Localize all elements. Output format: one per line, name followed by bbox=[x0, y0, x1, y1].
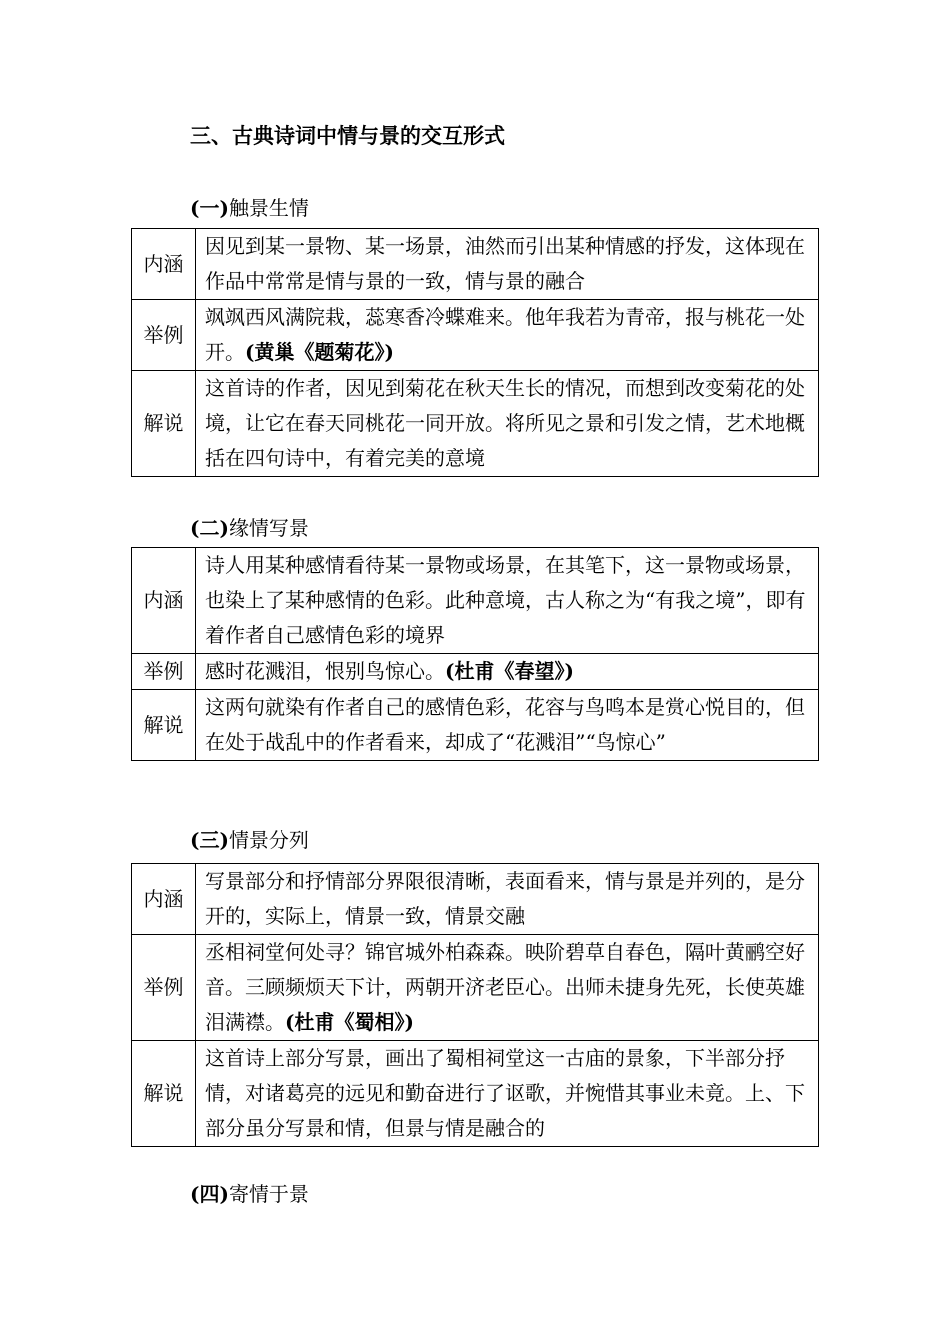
table-row bbox=[132, 229, 819, 300]
section-name: 情景分列 bbox=[228, 828, 309, 852]
table-row bbox=[132, 371, 819, 477]
row-label: 举例 bbox=[132, 300, 196, 371]
row-source: (黄巢《题菊花》) bbox=[245, 340, 394, 364]
row-content bbox=[196, 935, 819, 1041]
table-row bbox=[132, 548, 819, 654]
row-source: (杜甫《春望》) bbox=[445, 659, 574, 683]
section-heading-4 bbox=[190, 1180, 309, 1208]
table-row bbox=[132, 935, 819, 1041]
row-text: 丞相祠堂何处寻？锦官城外柏森森。映阶碧草自春色，隔叶黄鹂空好音。三顾频烦天下计，两朝开济老臣心。出师未捷身先死，长使英雄泪满襟。 bbox=[205, 940, 805, 1034]
section-heading-1 bbox=[190, 194, 309, 222]
row-label: 解说 bbox=[132, 1041, 196, 1147]
section-heading-2 bbox=[190, 514, 309, 542]
row-label: 举例 bbox=[132, 654, 196, 690]
row-label: 解说 bbox=[132, 371, 196, 477]
row-label: 解说 bbox=[132, 690, 196, 761]
table-row bbox=[132, 1041, 819, 1147]
row-text: 飒飒西风满院栽，蕊寒香冷蝶难来。他年我若为青帝，报与桃花一处开。 bbox=[205, 305, 805, 364]
table-row bbox=[132, 690, 819, 761]
row-content bbox=[196, 654, 819, 690]
row-label: 举例 bbox=[132, 935, 196, 1041]
section-name: 寄情于景 bbox=[228, 1182, 309, 1206]
table-row bbox=[132, 864, 819, 935]
row-content bbox=[196, 300, 819, 371]
section-number: (二) bbox=[190, 516, 229, 540]
section-table-1 bbox=[131, 228, 819, 477]
row-label: 内涵 bbox=[132, 864, 196, 935]
row-label: 内涵 bbox=[132, 548, 196, 654]
row-source: (杜甫《蜀相》) bbox=[285, 1010, 414, 1034]
section-table-2 bbox=[131, 547, 819, 761]
row-text: 因见到某一景物、某一场景，油然而引出某种情感的抒发，这体现在作品中常常是情与景的一致，情与景的融合 bbox=[196, 229, 819, 300]
page-title: 三、古典诗词中情与景的交互形式 bbox=[190, 124, 505, 148]
table-row bbox=[132, 654, 819, 690]
section-heading-3 bbox=[190, 826, 309, 854]
row-label: 内涵 bbox=[132, 229, 196, 300]
row-text: 这两句就染有作者自己的感情色彩，花容与鸟鸣本是赏心悦目的，但在处于战乱中的作者看来，却成了“花溅泪”“鸟惊心” bbox=[196, 690, 819, 761]
row-text: 诗人用某种感情看待某一景物或场景，在其笔下，这一景物或场景，也染上了某种感情的色彩。此种意境，古人称之为“有我之境”，即有着作者自己感情色彩的境界 bbox=[196, 548, 819, 654]
row-text: 感时花溅泪，恨别鸟惊心。 bbox=[205, 659, 445, 683]
row-text: 写景部分和抒情部分界限很清晰，表面看来，情与景是并列的，是分开的，实际上，情景一致，情景交融 bbox=[196, 864, 819, 935]
section-name: 缘情写景 bbox=[228, 516, 309, 540]
row-text: 这首诗上部分写景，画出了蜀相祠堂这一古庙的景象，下半部分抒情，对诸葛亮的远见和勤奋进行了讴歌，并惋惜其事业未竟。上、下部分虽分写景和情，但景与情是融合的 bbox=[196, 1041, 819, 1147]
section-table-3 bbox=[131, 863, 819, 1147]
section-number: (三) bbox=[190, 828, 229, 852]
section-name: 触景生情 bbox=[228, 196, 309, 220]
section-number: (一) bbox=[190, 196, 229, 220]
row-text: 这首诗的作者，因见到菊花在秋天生长的情况，而想到改变菊花的处境，让它在春天同桃花一同开放。将所见之景和引发之情，艺术地概括在四句诗中，有着完美的意境 bbox=[196, 371, 819, 477]
table-row bbox=[132, 300, 819, 371]
section-number: (四) bbox=[190, 1182, 229, 1206]
